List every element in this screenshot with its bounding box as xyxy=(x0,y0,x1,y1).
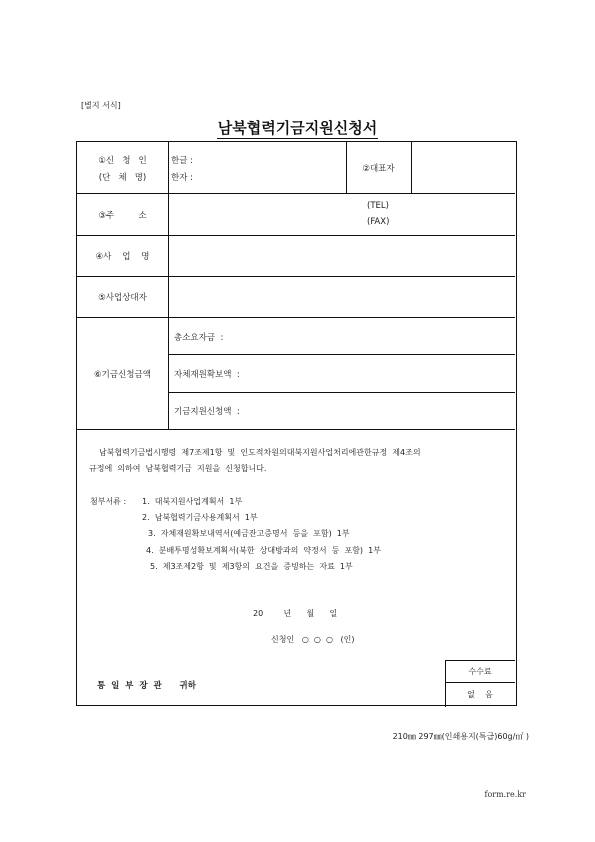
representative-divider xyxy=(411,142,412,193)
paper-size-note: 210㎜ 297㎜(인쇄용지(특급)60g/㎡ ) xyxy=(392,732,529,741)
hangul-label: 한글 : xyxy=(171,156,193,166)
row-divider xyxy=(169,392,515,393)
total-required-label: 총소요자금 : xyxy=(174,333,224,343)
row-divider xyxy=(77,429,515,430)
project-name-label: ④사 업 명 xyxy=(95,252,150,262)
tel-label: (TEL) xyxy=(367,201,389,211)
self-funding-label: 자체재원확보액 : xyxy=(174,370,240,380)
attachment-item: 4. 분배투명성확보계획서(북한 상대방과의 약정서 등 포함) 1부 xyxy=(146,546,381,555)
fee-label: 수수료 xyxy=(468,667,492,676)
row-divider xyxy=(77,235,515,236)
project-partner-label: ⑤사업상대자 xyxy=(98,293,147,303)
statement-line-2: 규정에 의하여 남북협력기금 지원을 신청합니다. xyxy=(89,464,267,473)
row-divider xyxy=(169,354,515,355)
page-title xyxy=(0,117,595,138)
fax-label: (FAX) xyxy=(367,217,390,227)
addressee: 통 일 부 장 관 귀하 xyxy=(97,681,196,691)
statement-line-1: 남북협력기금법시행령 제7조제1항 및 인도적차원의대북지원사업처리에관한규정 제4조의 xyxy=(99,448,421,457)
attachment-item: 2. 남북협력기금사용계획서 1부 xyxy=(142,513,258,522)
fund-amount-label: ⑥기금신청금액 xyxy=(94,370,151,380)
fee-box-top xyxy=(445,660,515,661)
watermark-text: form.re.kr xyxy=(484,790,526,799)
address-label: ③주 소 xyxy=(98,211,147,221)
row-divider xyxy=(77,276,515,277)
row-divider xyxy=(77,317,515,318)
row-divider xyxy=(77,193,515,194)
attachment-item: 1. 대북지원사업계획서 1부 xyxy=(142,497,243,506)
label-column-divider xyxy=(168,142,169,429)
signature-line: 신청인 ○ ○ ○ (인) xyxy=(271,635,355,644)
representative-label: ②대표자 xyxy=(362,164,395,174)
form-note: [별지 서식] xyxy=(81,101,121,110)
fee-divider xyxy=(445,682,515,683)
fee-value: 없 음 xyxy=(467,690,493,699)
attachments-label: 첨부서류 : xyxy=(90,497,127,506)
hanja-label: 한자 : xyxy=(171,173,193,183)
fund-requested-label: 기금지원신청액 : xyxy=(174,407,240,417)
organization-label: (단 체 명) xyxy=(98,173,147,183)
attachment-item: 3. 자체재원확보내역서(예금잔고증명서 등을 포함) 1부 xyxy=(148,529,350,538)
page-title-text: 남북협력기금지원신청서 xyxy=(217,119,378,137)
applicant-label: ①신 청 인 xyxy=(98,156,147,166)
application-form-table xyxy=(76,141,517,706)
attachment-item: 5. 제3조제2항 및 제3항의 요건을 증빙하는 자료 1부 xyxy=(150,562,353,571)
date-line: 20 년 월 일 xyxy=(253,609,338,618)
